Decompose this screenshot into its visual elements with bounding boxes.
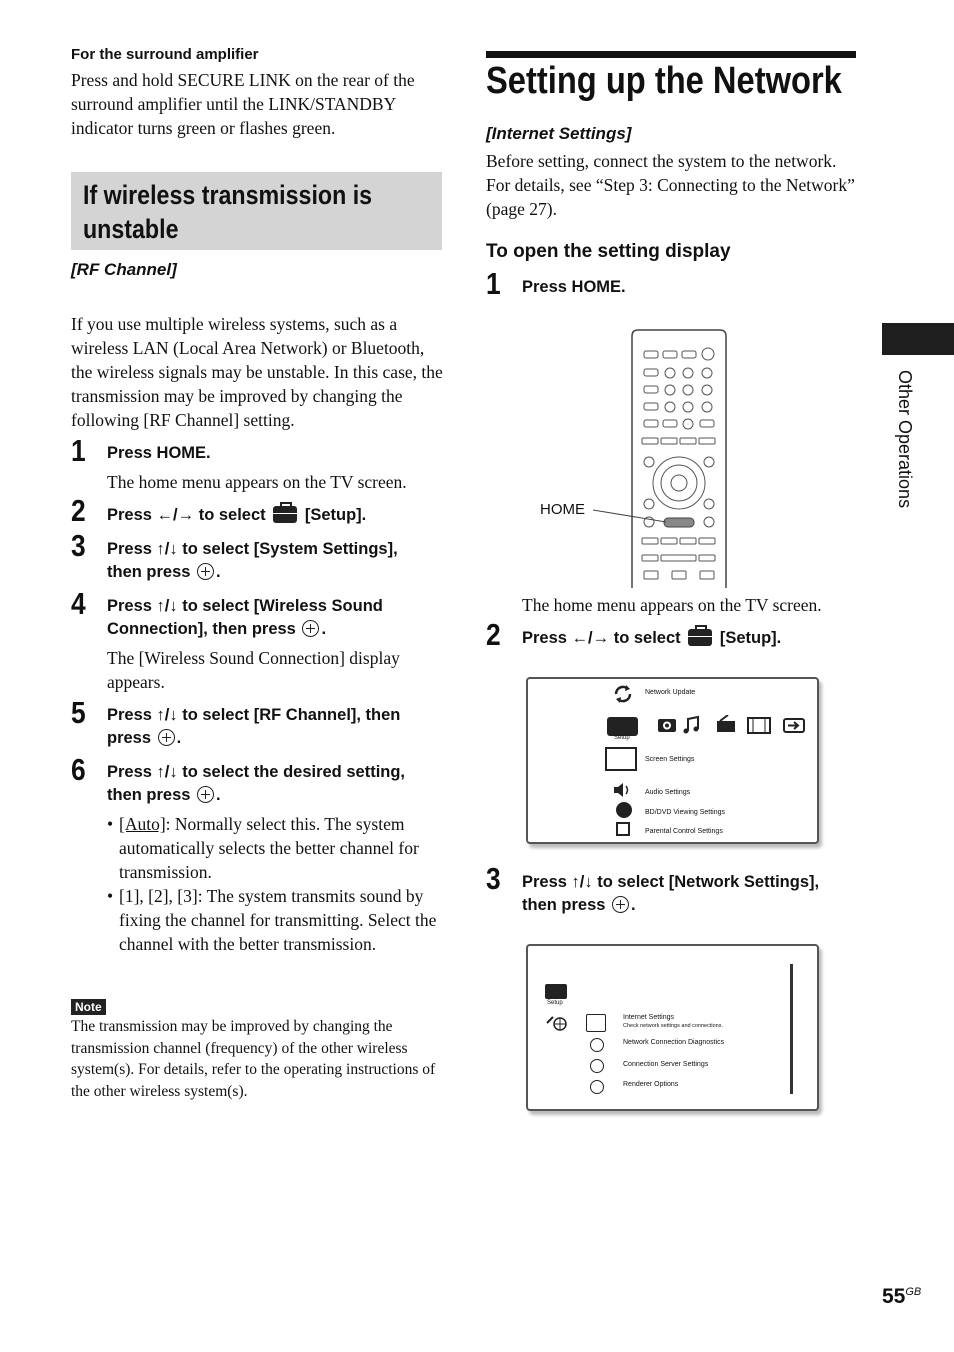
menu-item-renderer-options: Renderer Options (623, 1081, 679, 1088)
video-icon (748, 718, 770, 733)
wrench-icon (586, 1014, 606, 1032)
step-line1: Press ↑/↓ to select the desired setting, (107, 763, 406, 781)
step-text (522, 627, 781, 650)
enter-button-icon (158, 729, 175, 746)
enter-button-icon (197, 563, 214, 580)
rf-channel-label: [RF Channel] (71, 260, 177, 279)
bullet-list (107, 812, 442, 956)
menu-item-connection-server: Connection Server Settings (623, 1061, 709, 1068)
step-number: 2 (486, 617, 501, 652)
remote-control-icon (538, 328, 738, 588)
page-title: Setting up the Network (486, 60, 842, 102)
step-text-pre: Press ←/→ to select (522, 629, 681, 647)
home-button-label: HOME (540, 501, 585, 518)
step-line2: press (107, 729, 152, 747)
music-icon (684, 717, 699, 734)
section-title-line1: If wireless transmission is (83, 180, 373, 210)
step-number: 6 (71, 752, 86, 787)
wrench-icon (590, 1059, 604, 1073)
setup-label: Setup (614, 735, 630, 741)
step-desc: The home menu appears on the TV screen. (107, 472, 407, 492)
step-text: Press ↑/↓ to select [RF Channel], then press . (107, 706, 401, 747)
setup-toolbox-icon (545, 984, 567, 999)
enter-button-icon (612, 896, 629, 913)
section-header-box (71, 172, 442, 250)
enter-button-icon (197, 786, 214, 803)
remote-illustration (538, 328, 738, 588)
list-item: • [Auto]: Normally select this. The system automatically selects the better channel for transmission. (107, 814, 419, 882)
step-line2: then press (107, 786, 191, 804)
side-tab-marker (882, 323, 954, 355)
menu-item-screen-settings: Screen Settings (645, 756, 695, 763)
internet-settings-sub: Check network settings and connections. (623, 1023, 723, 1029)
step-text: Press ↑/↓ to select the desired setting, then press . (107, 763, 406, 804)
photo-icon (658, 719, 676, 732)
step-line1: Press ↑/↓ to select [RF Channel], then (107, 706, 401, 724)
step-number: 5 (71, 695, 86, 730)
step-line1: Press ↑/↓ to select [System Settings], (107, 540, 398, 558)
network-intro-text: Before setting, connect the system to the network. For details, see “Step 3: Connecting to the Network” (page 27). (486, 151, 855, 219)
page-number (882, 1285, 921, 1309)
surround-heading: For the surround amplifier (71, 46, 259, 63)
step-number: 4 (71, 586, 86, 621)
menu-item-network-diagnostics: Network Connection Diagnostics (623, 1039, 725, 1046)
rf-intro-text: If you use multiple wireless systems, such as a wireless LAN (Local Area Network) or Bluetooth, the wireless signals may be unstable. In this case, the transmission may be improved by changing the following [RF Channel] setting. (71, 314, 443, 430)
menu-item-internet-settings: Internet Settings (623, 1014, 674, 1021)
home-desc: The home menu appears on the TV screen. (522, 595, 822, 615)
disc-icon (616, 802, 632, 818)
title-rule (486, 51, 856, 58)
bullet-text: : Normally select this. The system automatically selects the better channel for transmission. (119, 814, 419, 882)
step-line2: then press (522, 896, 606, 914)
side-tab-label: Other Operations (895, 370, 915, 509)
step-text-post: [Setup]. (304, 506, 367, 524)
menu-item-bd-dvd-settings: BD/DVD Viewing Settings (645, 809, 726, 816)
page-number-value: 55 (882, 1285, 906, 1308)
scrollbar[interactable] (790, 964, 793, 1094)
setup-toolbox-icon (607, 717, 638, 736)
step-text (107, 504, 366, 527)
step-text: Press HOME. (522, 278, 626, 296)
step-text: Press ↑/↓ to select [Wireless Sound Connection], then press . (107, 597, 383, 638)
wrench-icon (590, 1080, 604, 1094)
lock-icon (616, 822, 630, 836)
setup-label: Setup (547, 1000, 563, 1006)
step-line1: Press ↑/↓ to select [Network Settings], (522, 873, 820, 891)
step-text-post: [Setup]. (719, 629, 782, 647)
internet-settings-label: [Internet Settings] (486, 124, 632, 143)
toolbox-icon (273, 506, 297, 523)
step-line2: Connection], then press (107, 620, 296, 638)
step-line2: then press (107, 563, 191, 581)
step-text: Press HOME. (107, 444, 211, 462)
menu-item-parental-control: Parental Control Settings (645, 828, 723, 835)
open-setting-heading: To open the setting display (486, 241, 731, 262)
category-icons (658, 715, 808, 735)
step-line1: Press ↑/↓ to select [Wireless Sound (107, 597, 383, 615)
bullet-text: [1], [2], [3]: The system transmits sound by fixing the channel for transmitting. Select the channel with the better transmission. (119, 886, 437, 954)
network-update-icon (612, 683, 634, 705)
audio-settings-icon (612, 781, 632, 799)
list-item: • [1], [2], [3]: The system transmits sound by fixing the channel for transmitting. Select the channel with the better transmission. (107, 884, 442, 956)
menu-item-audio-settings: Audio Settings (645, 789, 691, 796)
step-number: 3 (486, 861, 501, 896)
note-badge-wrap (71, 998, 106, 1016)
auto-option-link: [Auto] (119, 814, 166, 834)
network-settings-screen (526, 944, 819, 1111)
toolbox-icon (688, 629, 712, 646)
tv-icon (717, 715, 735, 732)
menu-item-network-update: Network Update (645, 689, 696, 696)
note-text: The transmission may be improved by changing the transmission channel (frequency) of the other wireless system(s). For details, refer to the operating instructions of the other wireless system(s). (71, 1018, 436, 1100)
step-number: 3 (71, 528, 86, 563)
wrench-icon (590, 1038, 604, 1052)
section-title-line2: unstable (83, 214, 179, 244)
surround-text: Press and hold SECURE LINK on the rear of the surround amplifier until the LINK/STANDBY indicator turns green or flashes green. (71, 70, 415, 138)
home-menu-screen (526, 677, 819, 844)
step-number: 1 (71, 433, 86, 468)
screen-settings-icon (605, 747, 637, 771)
page-number-suffix: GB (905, 1286, 922, 1298)
step-number: 1 (486, 266, 501, 301)
step-number: 2 (71, 493, 86, 528)
enter-button-icon (302, 620, 319, 637)
network-globe-icon (545, 1014, 567, 1032)
step-desc: The [Wireless Sound Connection] display appears. (107, 648, 400, 692)
note-badge: Note (71, 999, 106, 1015)
step-text: Press ↑/↓ to select [System Settings], then press . (107, 540, 398, 581)
input-icon (784, 719, 804, 732)
step-text-pre: Press ←/→ to select (107, 506, 266, 524)
step-text: Press ↑/↓ to select [Network Settings], then press . (522, 873, 820, 914)
